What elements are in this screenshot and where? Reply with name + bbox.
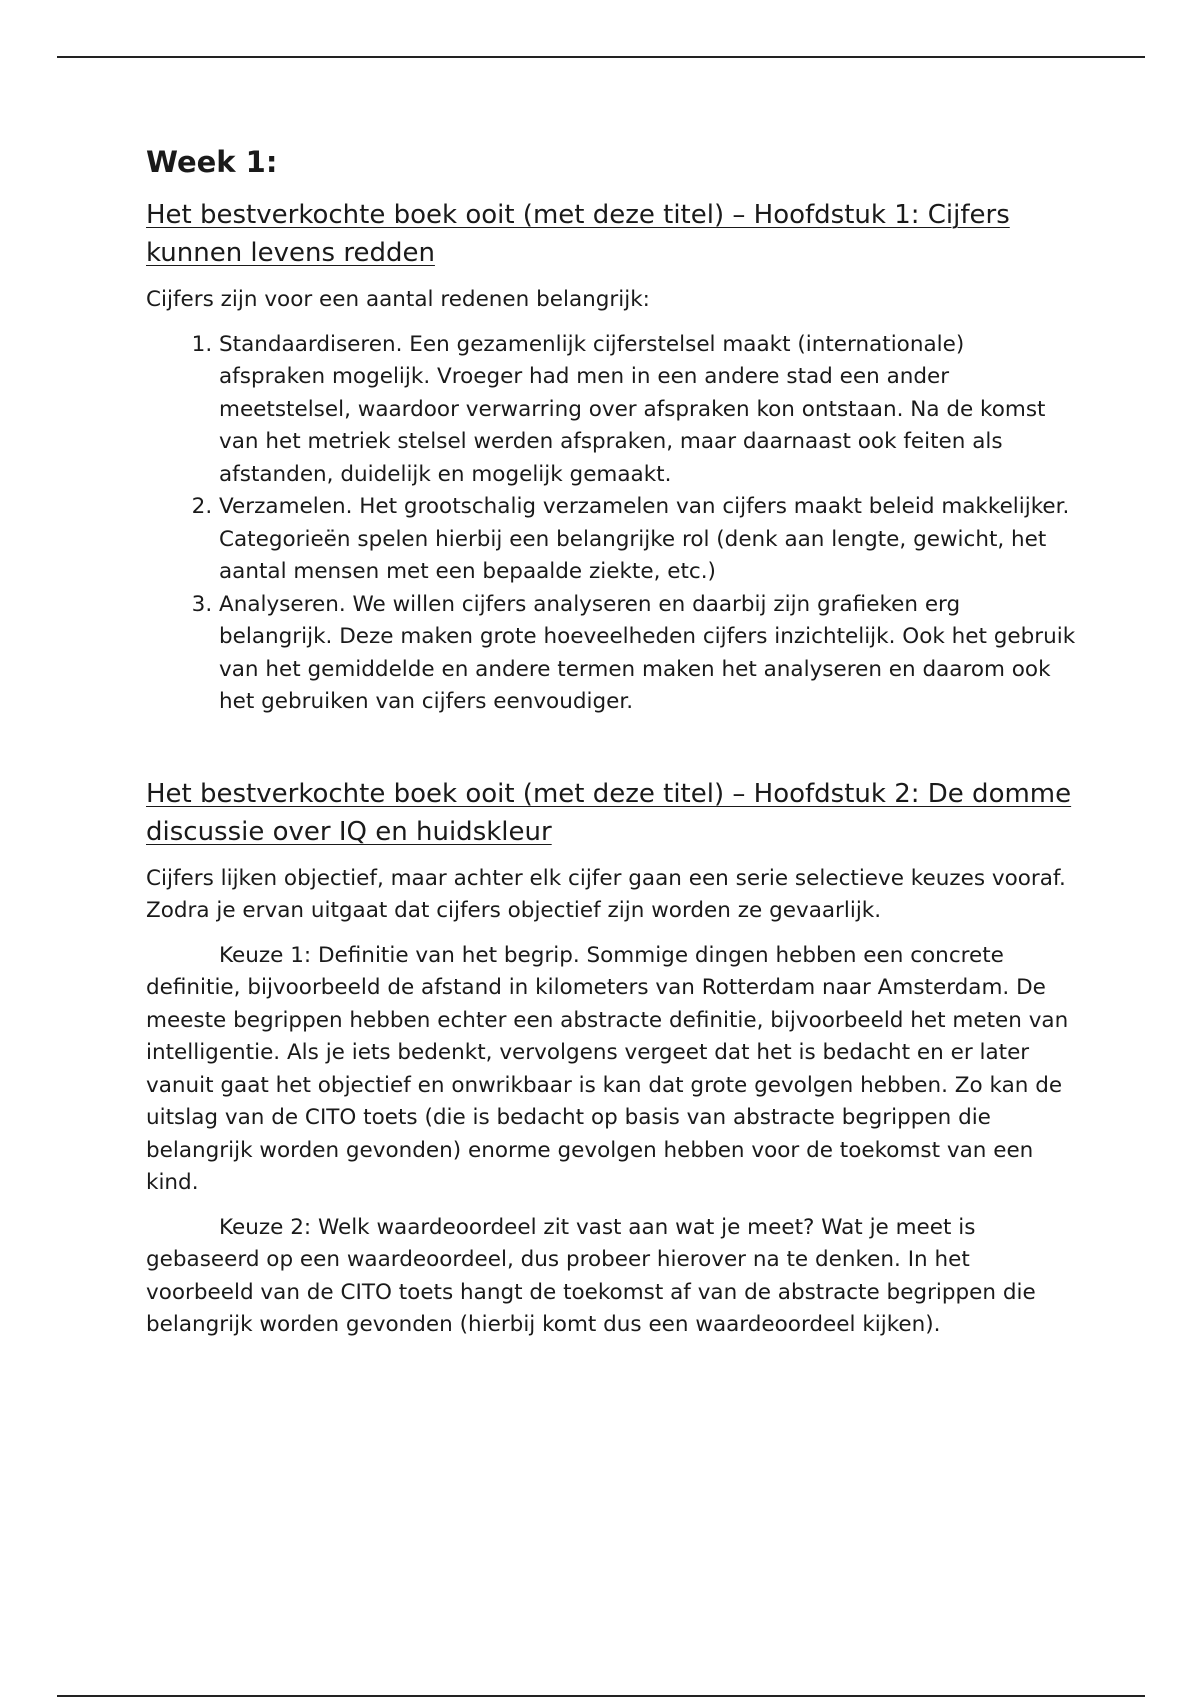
chapter-2-intro: Cijfers lijken objectief, maar achter elk cijfer gaan een serie selectieve keuzes vooraf. Zodra je ervan uitgaat dat cijfers objectief zijn worden ze gevaarlijk.: [146, 865, 1066, 923]
chapter-2-title: Het bestverkochte boek ooit (met deze titel) – Hoofdstuk 2: De domme discussie over IQ en huidskleur: [146, 778, 1072, 847]
page-bottom-rule: [57, 1695, 1145, 1697]
chapter-1-intro: Cijfers zijn voor een aantal redenen belangrijk:: [146, 287, 650, 312]
list-item-verzamelen: 2. Verzamelen. Het grootschalig verzamelen van cijfers maakt beleid makkelijker. Categorieën spelen hierbij een belangrijke rol (denk aan lengte, gewicht, het aantal mensen met een bepaalde ziekte, etc.): [219, 491, 1076, 589]
chapter-2-section: [146, 775, 1076, 1342]
chapter-1-section: [146, 196, 1076, 719]
document-body: [146, 142, 1076, 1354]
keuze-2-paragraph: Keuze 2: Welk waardeoordeel zit vast aan wat je meet? Wat je meet is gebaseerd op een waardeoordeel, dus probeer hierover na te denken. In het voorbeeld van de CITO toets hangt de toekomst af van de abstracte begrippen die belangrijk worden gevonden (hierbij komt dus een waardeoordeel kijken).: [146, 1214, 1036, 1337]
section-spacer: [146, 719, 1076, 775]
list-item-analyseren: 3. Analyseren. We willen cijfers analyseren en daarbij zijn grafieken erg belangrijk. Deze maken grote hoeveelheden cijfers inzichtelijk. Ook het gebruik van het gemiddelde en andere termen maken het analyseren en daarom ook het gebruiken van cijfers eenvoudiger.: [219, 589, 1076, 719]
page-top-rule: [57, 56, 1145, 58]
week-heading: Week 1:: [146, 145, 278, 179]
reasons-list: [146, 329, 1076, 719]
chapter-1-title: Het bestverkochte boek ooit (met deze titel) – Hoofdstuk 1: Cijfers kunnen levens redden: [146, 200, 1010, 268]
list-item-standaardiseren: 1. Standaardiseren. Een gezamenlijk cijferstelsel maakt (internationale) afspraken mogelijk. Vroeger had men in een andere stad een ander meetstelsel, waardoor verwarring over afspraken kon ontstaan. Na de komst van het metriek stelsel werden afspraken, maar daarnaast ook feiten als afstanden, duidelijk en mogelijk gemaakt.: [219, 329, 1076, 492]
keuze-1-paragraph: Keuze 1: Definitie van het begrip. Sommige dingen hebben een concrete definitie, bijvoorbeeld de afstand in kilometers van Rotterdam naar Amsterdam. De meeste begrippen hebben echter een abstracte definitie, bijvoorbeeld het meten van intelligentie. Als je iets bedenkt, vervolgens vergeet dat het is bedacht en er later vanuit gaat het objectief en onwrikbaar is kan dat grote gevolgen hebben. Zo kan de uitslag van de CITO toets (die is bedacht op basis van abstracte begrippen die belangrijk worden gevonden) enorme gevolgen hebben voor de toekomst van een kind.: [146, 942, 1069, 1195]
